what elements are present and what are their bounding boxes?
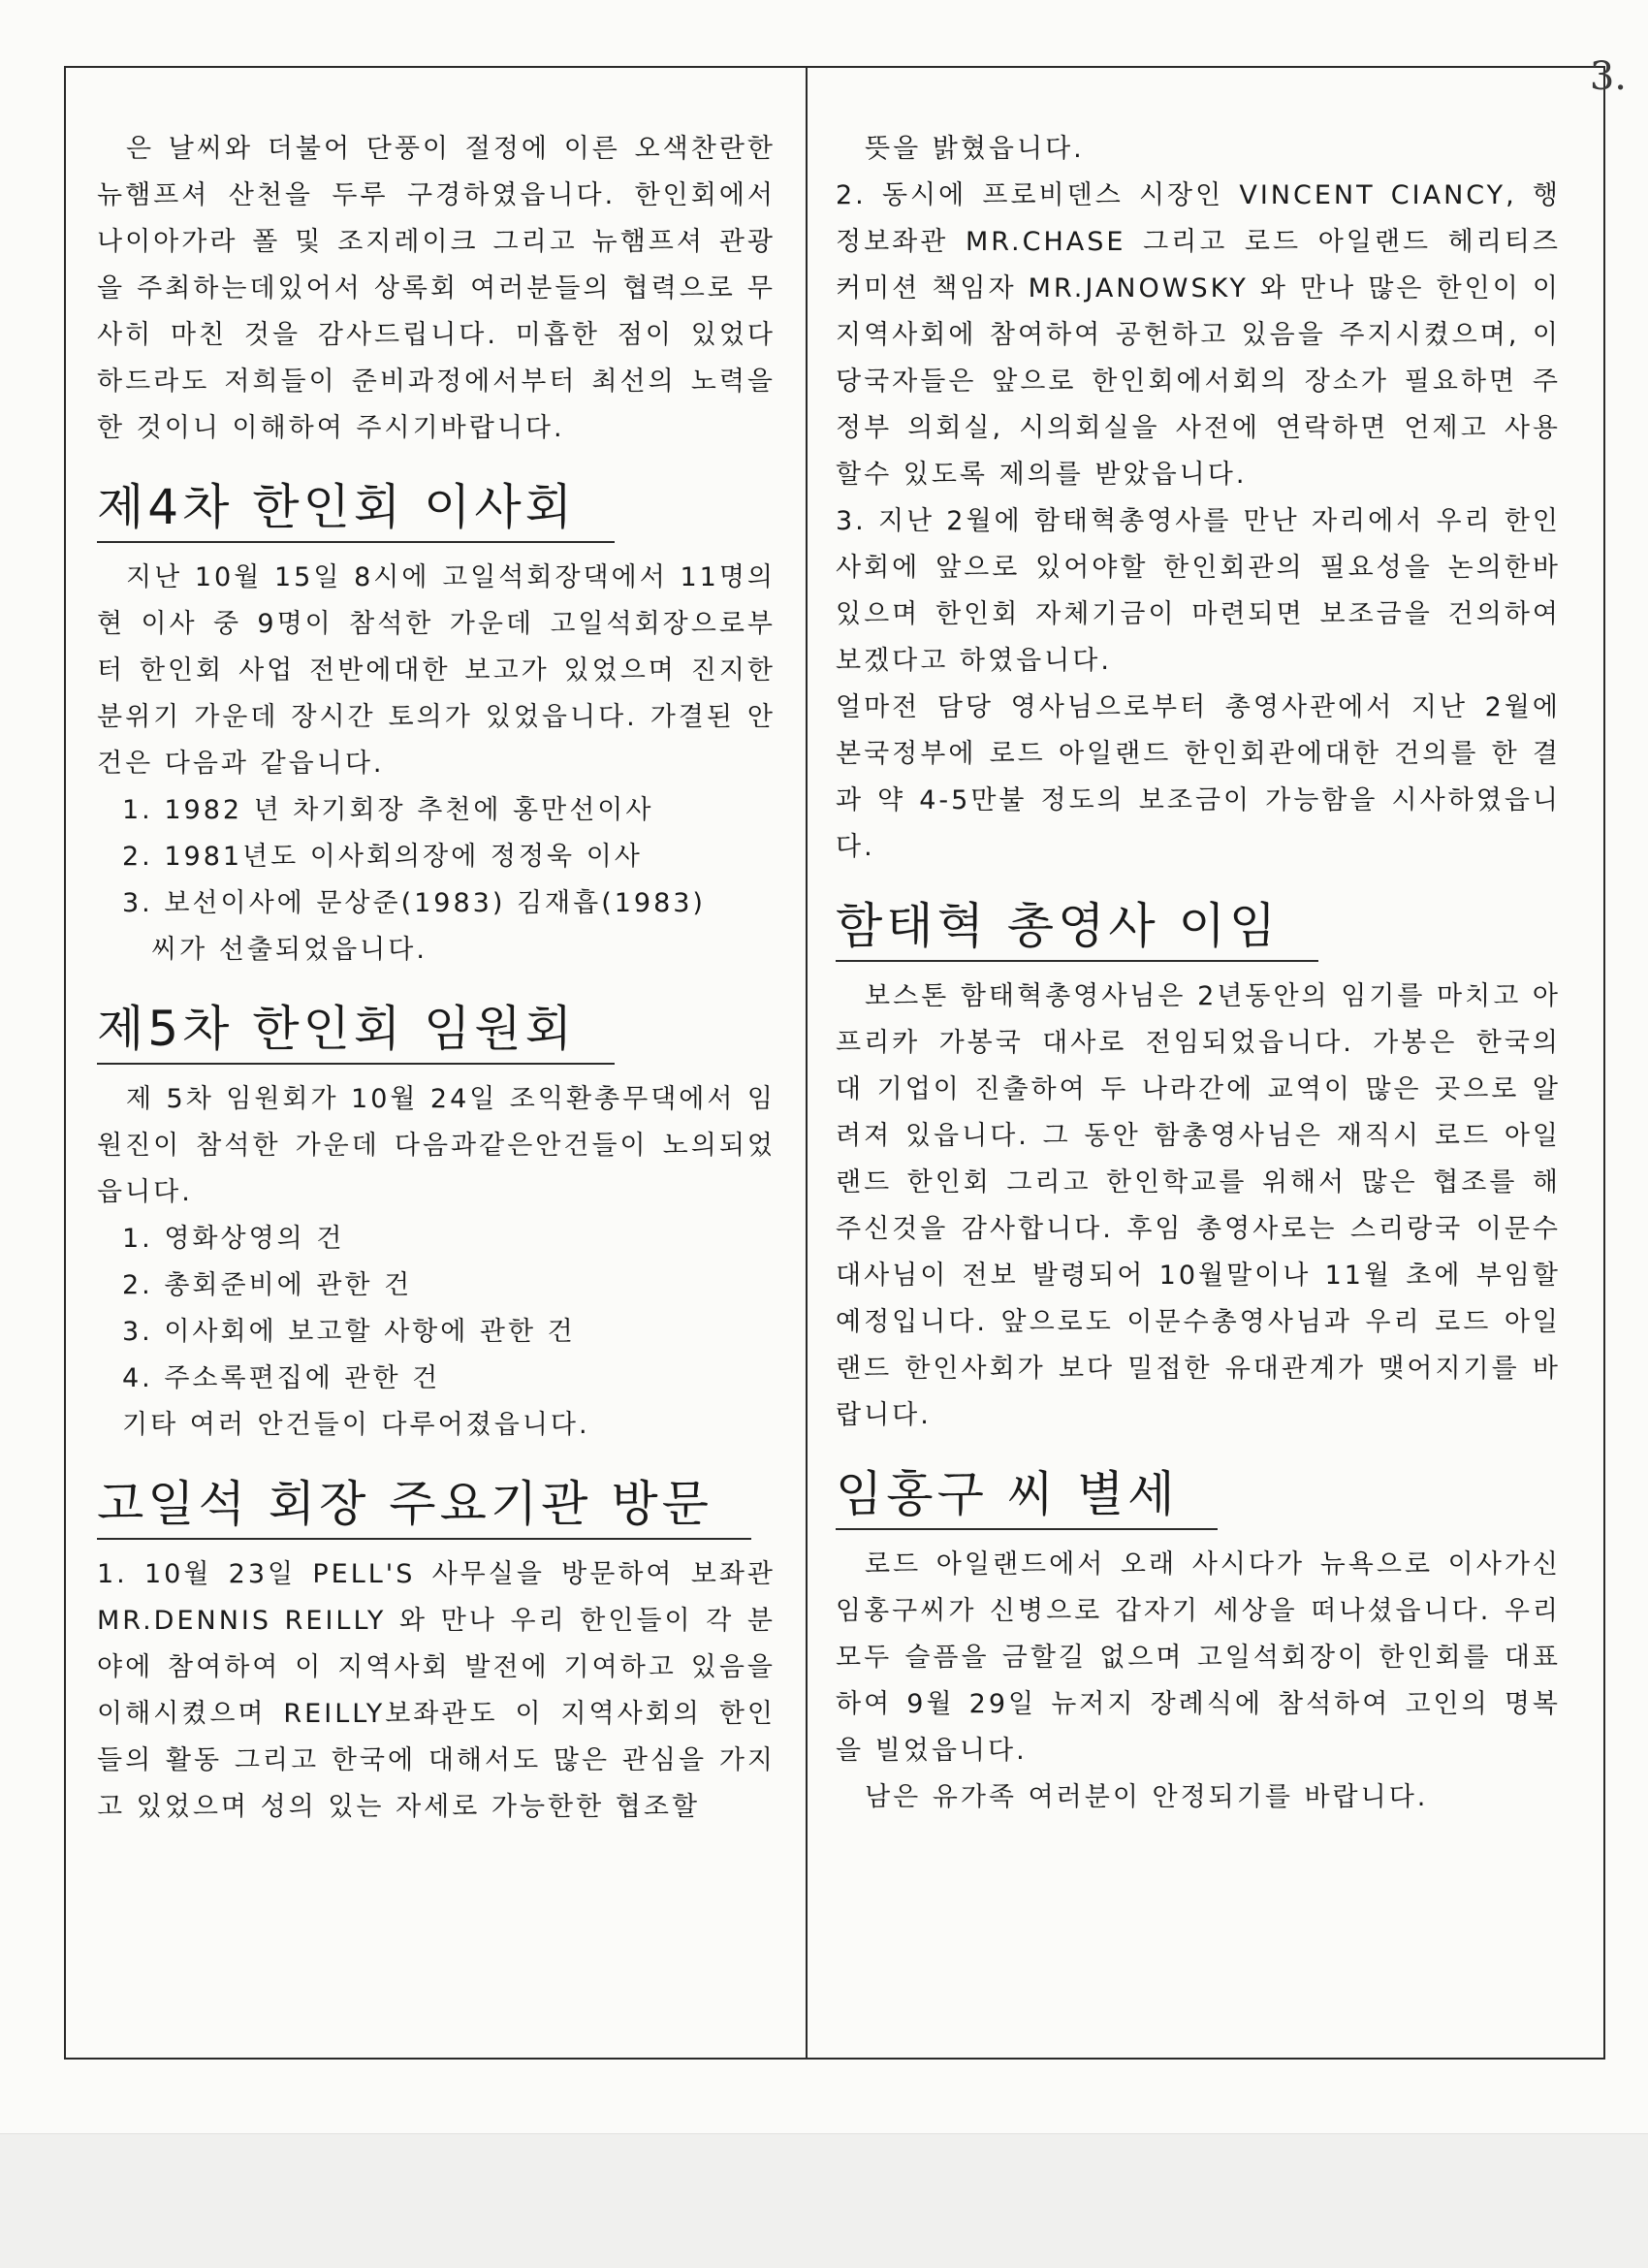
president-visits-body: 1. 10월 23일 PELL'S 사무실을 방문하여 보좌관 MR.DENNIS REILLY 와 만나 우리 한인들이 각 분야에 참여하여 이 지역사회 발전에 기여하고 있음을 이해시켰으며 REILLY보좌관도 이 지역사회의 한인들의 활동 그리고 한국에 대해서도 많은 관심을 가지고 있었으며 성의 있는 자세로 가능한한 협조할: [97, 1559, 776, 1822]
section-heading-consul-departure: 함태혁 총영사 이임: [836, 896, 1318, 962]
list-item: 1. 영화상영의 건: [122, 1224, 345, 1254]
section-heading-board-meeting: 제4차 한인회 이사회: [97, 477, 615, 543]
list-item: 기타 여러 안건들이 다루어졌읍니다.: [122, 1410, 590, 1440]
right-column: [836, 126, 1561, 1821]
obituary-body: 로드 아일랜드에서 오래 사시다가 뉴욕으로 이사가신 임홍구씨가 신병으로 갑자기 세상을 떠나셨읍니다. 우리 모두 슬픔을 금할길 없으며 고일석회장이 한인회를 대표하여 9월 29일 뉴저지 장례식에 참석하여 고인의 명복을 빌었읍니다.: [836, 1549, 1561, 1766]
visits-item-2: 2. 동시에 프로비덴스 시장인 VINCENT CIANCY, 행정보좌관 MR.CHASE 그리고 로드 아일랜드 헤리티즈 커미션 책임자 MR.JANOWSKY 와 만나 많은 한인이 이 지역사회에 참여하여 공헌하고 있음을 주지시켰으며, 이 당국자들은 앞으로 한인회에서회의 장소가 필요하면 주정부 의회실, 시의회실을 사전에 연락하면 언제고 사용할수 있도록 제의를 받았읍니다.: [836, 180, 1561, 490]
consul-departure-body: 보스톤 함태혁총영사님은 2년동안의 임기를 마치고 아프리카 가봉국 대사로 전임되었읍니다. 가봉은 한국의 대 기업이 진출하여 두 나라간에 교역이 많은 곳으로 알려져 있읍니다. 그 동안 함총영사님은 재직시 로드 아일랜드 한인회 그리고 한인학교를 위해서 많은 협조를 해 주신것을 감사합니다. 후임 총영사로는 스리랑국 이문수대사님이 전보 발령되어 10월말이나 11월 초에 부임할 예정입니다. 앞으로도 이문수총영사님과 우리 로드 아일랜드 한인사회가 보다 밀접한 유대관계가 맺어지기를 바랍니다.: [836, 981, 1561, 1430]
left-column: [97, 126, 776, 1831]
board-meeting-body: 지난 10월 15일 8시에 고일석회장댁에서 11명의 현 이사 중 9명이 참석한 가운데 고일석회장으로부터 한인회 사업 전반에대한 보고가 있었으며 진지한 분위기 가운데 장시간 토의가 있었읍니다. 가결된 안건은 다음과 같읍니다.: [97, 562, 776, 779]
section-heading-officers-meeting: 제5차 한인회 임원회: [97, 999, 615, 1065]
scan-margin: [0, 2133, 1648, 2268]
intro-paragraph: 은 날씨와 더불어 단풍이 절정에 이른 오색찬란한 뉴햄프셔 산천을 두루 구경하였읍니다. 한인회에서 나이아가라 폴 및 조지레이크 그리고 뉴햄프셔 관광을 주최하는데있어서 상록회 여러분들의 협력으로 무사히 마친 것을 감사드립니다. 미흡한 점이 있었다 하드라도 저희들이 준비과정에서부터 최선의 노력을 한 것이니 이해하여 주시기바랍니다.: [97, 134, 776, 443]
column-divider: [806, 66, 808, 2060]
board-meeting-resolutions: [97, 787, 776, 974]
officers-meeting-agenda: [97, 1216, 776, 1449]
list-item: 2. 1981년도 이사회의장에 정정욱 이사: [122, 842, 643, 872]
list-item: 3. 보선이사에 문상준(1983) 김재흡(1983): [122, 888, 706, 918]
visits-item-3-followup: 얼마전 담당 영사님으로부터 총영사관에서 지난 2월에 본국정부에 로드 아일랜드 한인회관에대한 건의를 한 결과 약 4-5만불 정도의 보조금이 가능함을 시사하였읍니다.: [836, 692, 1561, 862]
list-item: 2. 총회준비에 관한 건: [122, 1270, 413, 1300]
officers-meeting-body: 제 5차 임원회가 10월 24일 조익환총무댁에서 임원진이 참석한 가운데 다음과같은안건들이 노의되었읍니다.: [97, 1084, 776, 1207]
visits-continuation: 뜻을 밝혔읍니다.: [865, 134, 1085, 164]
visits-item-3: 3. 지난 2월에 함태혁총영사를 만난 자리에서 우리 한인사회에 앞으로 있어야할 한인회관의 필요성을 논의한바 있으며 한인회 자체기금이 마련되면 보조금을 건의하여 보겠다고 하였읍니다.: [836, 506, 1561, 676]
list-item: 1. 1982 년 차기회장 추천에 홍만선이사: [122, 795, 654, 825]
list-item: 씨가 선출되었읍니다.: [151, 935, 428, 965]
list-item: 4. 주소록편집에 관한 건: [122, 1363, 441, 1393]
page-number: 3.: [1589, 54, 1627, 99]
section-heading-president-visits: 고일석 회장 주요기관 방문: [97, 1474, 751, 1540]
obituary-closing: 남은 유가족 여러분이 안정되기를 바랍니다.: [865, 1782, 1429, 1812]
section-heading-obituary: 임홍구 씨 별세: [836, 1464, 1218, 1530]
list-item: 3. 이사회에 보고할 사항에 관한 건: [122, 1317, 576, 1347]
